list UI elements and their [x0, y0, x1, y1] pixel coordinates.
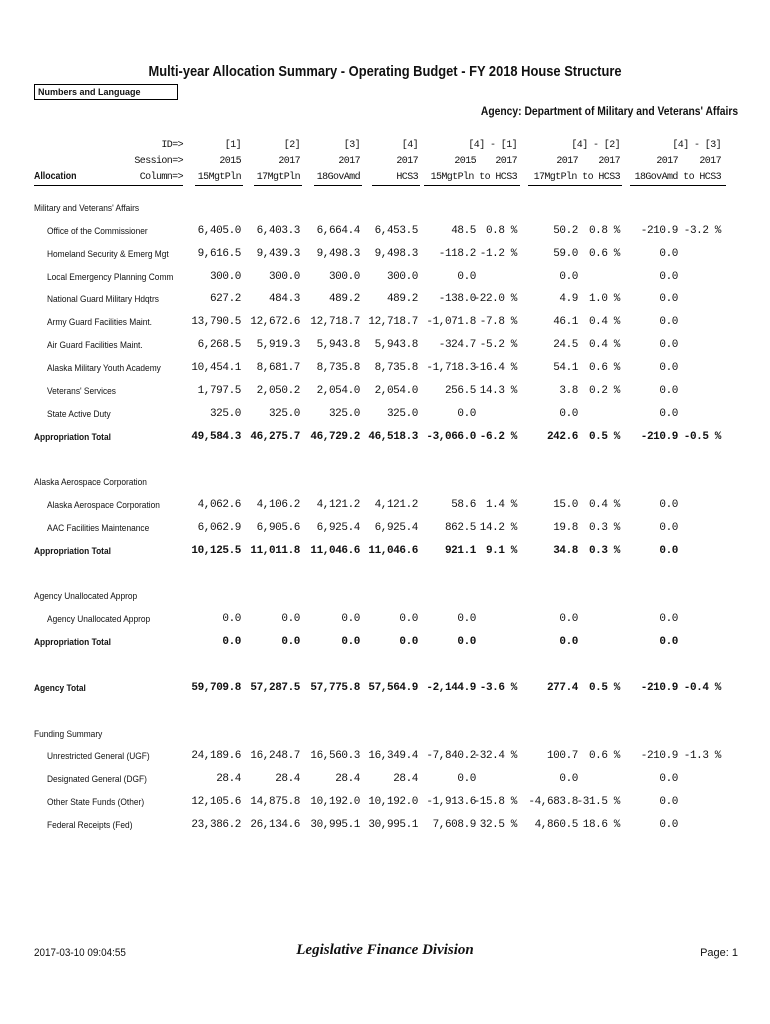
row-label: Appropriation Total — [34, 431, 111, 443]
diff-header-session-from: 2015 — [454, 156, 476, 167]
diff-percent-cell: -22.0 % — [473, 293, 517, 306]
diff-percent-cell: 32.5 % — [479, 818, 517, 831]
diff-percent-cell: 9.1 % — [485, 544, 517, 557]
diff-value-cell: 0.0 — [457, 407, 476, 420]
value-cell: 11,046.6 — [368, 544, 418, 557]
diff-value-cell: -210.9 — [640, 224, 678, 237]
value-cell: 46,275.7 — [250, 430, 300, 443]
diff-header-id: [4] - [1] — [468, 140, 517, 151]
spacer-row — [0, 706, 770, 720]
value-cell: 325.0 — [386, 407, 418, 420]
diff-value-cell: -1,071.8 — [426, 316, 476, 329]
value-cell: 0.0 — [222, 613, 241, 626]
value-cell: 28.4 — [216, 773, 241, 786]
value-cell: 0.0 — [399, 636, 418, 649]
diff-percent-cell: -3.6 % — [479, 681, 517, 694]
header-underline — [195, 185, 243, 186]
diff-value-cell: 0.0 — [559, 270, 578, 283]
row-label: Air Guard Facilities Maint. — [47, 340, 143, 352]
diff-percent-cell: -32.4 % — [473, 750, 517, 763]
diff-percent-cell: -5.2 % — [479, 339, 517, 352]
diff-header-session-from: 2017 — [656, 156, 678, 167]
table-row — [0, 249, 770, 263]
column-header-session: 2017 — [396, 156, 418, 167]
column-header-session: 2015 — [219, 156, 241, 167]
diff-value-cell: 24.5 — [553, 339, 578, 352]
column-header-column: 18GovAmd — [316, 172, 360, 183]
diff-percent-cell: 0.3 % — [588, 544, 620, 557]
diff-percent-cell: 0.6 % — [588, 361, 620, 374]
allocation-header: Allocation — [34, 171, 77, 182]
value-cell: 49,584.3 — [191, 430, 241, 443]
diff-value-cell: -324.7 — [438, 339, 476, 352]
diff-value-cell: 277.4 — [546, 681, 578, 694]
column-header-id: [3] — [343, 140, 360, 151]
value-cell: 9,498.3 — [316, 247, 360, 260]
row-label: Agency Total — [34, 682, 86, 694]
diff-value-cell: 0.0 — [457, 636, 476, 649]
diff-value-cell: -1,718.3 — [426, 361, 476, 374]
value-cell: 12,672.6 — [250, 316, 300, 329]
value-cell: 59,709.8 — [191, 681, 241, 694]
diff-percent-cell: 14.2 % — [479, 521, 517, 534]
diff-header-column: 17MgtPln to HCS3 — [533, 172, 620, 183]
value-cell: 5,943.8 — [374, 339, 418, 352]
value-cell: 4,106.2 — [256, 499, 300, 512]
diff-value-cell: 921.1 — [444, 544, 476, 557]
row-label: Local Emergency Planning Comm — [47, 271, 174, 283]
row-label: Agency Unallocated Approp — [34, 591, 138, 603]
value-cell: 12,105.6 — [191, 796, 241, 809]
row-label: Unrestricted General (UGF) — [47, 751, 150, 763]
value-cell: 28.4 — [335, 773, 360, 786]
value-cell: 11,046.6 — [310, 544, 360, 557]
value-cell: 5,943.8 — [316, 339, 360, 352]
diff-value-cell: 4.9 — [559, 293, 578, 306]
diff-percent-cell: -3.2 % — [683, 224, 721, 237]
table-row — [0, 614, 770, 628]
value-cell: 300.0 — [209, 270, 241, 283]
value-cell: 0.0 — [222, 636, 241, 649]
row-label: Federal Receipts (Fed) — [47, 819, 133, 831]
diff-value-cell: -138.0 — [438, 293, 476, 306]
table-row — [0, 546, 770, 560]
diff-percent-cell: 0.5 % — [588, 430, 620, 443]
diff-percent-cell: -0.5 % — [683, 430, 721, 443]
value-cell: 12,718.7 — [310, 316, 360, 329]
value-cell: 13,790.5 — [191, 316, 241, 329]
table-row — [0, 226, 770, 240]
column-header-column: HCS3 — [396, 172, 418, 183]
value-cell: 12,718.7 — [368, 316, 418, 329]
spacer-row — [0, 569, 770, 583]
column-header-id: [4] — [401, 140, 418, 151]
diff-value-cell: 7,608.9 — [432, 818, 476, 831]
header-underline — [254, 185, 302, 186]
diff-header-id: [4] - [3] — [672, 140, 721, 151]
diff-value-cell: 0.0 — [659, 270, 678, 283]
diff-header-column: 18GovAmd to HCS3 — [634, 172, 721, 183]
value-cell: 26,134.6 — [250, 818, 300, 831]
value-cell: 23,386.2 — [191, 818, 241, 831]
value-cell: 9,439.3 — [256, 247, 300, 260]
table-row — [0, 637, 770, 651]
diff-percent-cell: 18.6 % — [582, 818, 620, 831]
diff-value-cell: 0.0 — [659, 613, 678, 626]
value-cell: 5,919.3 — [256, 339, 300, 352]
table-row — [0, 294, 770, 308]
value-cell: 4,121.2 — [374, 499, 418, 512]
diff-value-cell: 34.8 — [553, 544, 578, 557]
diff-value-cell: 0.0 — [659, 407, 678, 420]
diff-value-cell: -210.9 — [640, 681, 678, 694]
diff-percent-cell: -1.2 % — [479, 247, 517, 260]
diff-header-session-to: 2017 — [495, 156, 517, 167]
value-cell: 6,403.3 — [256, 224, 300, 237]
row-label: State Active Duty — [47, 408, 111, 420]
value-cell: 0.0 — [281, 636, 300, 649]
table-row — [0, 272, 770, 286]
header-underline — [372, 185, 420, 186]
diff-value-cell: 862.5 — [444, 521, 476, 534]
diff-value-cell: 0.0 — [457, 613, 476, 626]
diff-percent-cell: 0.2 % — [588, 384, 620, 397]
value-cell: 300.0 — [328, 270, 360, 283]
value-cell: 6,664.4 — [316, 224, 360, 237]
numbers-language-box: Numbers and Language — [34, 84, 178, 100]
diff-percent-cell: -6.2 % — [479, 430, 517, 443]
row-label: Alaska Aerospace Corporation — [47, 500, 160, 512]
diff-value-cell: 0.0 — [659, 773, 678, 786]
diff-header-session-to: 2017 — [598, 156, 620, 167]
value-cell: 8,735.8 — [374, 361, 418, 374]
value-cell: 489.2 — [328, 293, 360, 306]
row-label: Alaska Military Youth Academy — [47, 362, 161, 374]
value-cell: 0.0 — [399, 613, 418, 626]
row-label: Appropriation Total — [34, 545, 111, 557]
header-underline — [528, 185, 622, 186]
value-cell: 46,518.3 — [368, 430, 418, 443]
header-underline — [34, 185, 183, 186]
value-cell: 24,189.6 — [191, 750, 241, 763]
diff-value-cell: 4,860.5 — [534, 818, 578, 831]
column-header-column: 15MgtPln — [197, 172, 241, 183]
diff-value-cell: 256.5 — [444, 384, 476, 397]
diff-value-cell: -7,840.2 — [426, 750, 476, 763]
table-row — [0, 797, 770, 811]
value-cell: 16,349.4 — [368, 750, 418, 763]
diff-value-cell: 50.2 — [553, 224, 578, 237]
table-row — [0, 751, 770, 765]
value-cell: 57,564.9 — [368, 681, 418, 694]
table-row — [0, 729, 770, 743]
value-cell: 9,616.5 — [197, 247, 241, 260]
table-row — [0, 523, 770, 537]
value-cell: 325.0 — [268, 407, 300, 420]
diff-percent-cell: -7.8 % — [479, 316, 517, 329]
value-cell: 2,054.0 — [374, 384, 418, 397]
diff-value-cell: 0.0 — [659, 796, 678, 809]
diff-value-cell: 19.8 — [553, 521, 578, 534]
diff-value-cell: -3,066.0 — [426, 430, 476, 443]
header-row-label: ID=> — [161, 140, 183, 151]
value-cell: 28.4 — [275, 773, 300, 786]
diff-value-cell: 0.0 — [659, 499, 678, 512]
header-row-label: Session=> — [134, 156, 183, 167]
value-cell: 0.0 — [341, 613, 360, 626]
header-row-label: Column=> — [139, 172, 183, 183]
column-header-session: 2017 — [338, 156, 360, 167]
value-cell: 627.2 — [209, 293, 241, 306]
spacer-row — [0, 454, 770, 468]
value-cell: 30,995.1 — [368, 818, 418, 831]
table-row — [0, 409, 770, 423]
diff-value-cell: 54.1 — [553, 361, 578, 374]
value-cell: 11,011.8 — [250, 544, 300, 557]
value-cell: 6,062.9 — [197, 521, 241, 534]
column-header-session: 2017 — [278, 156, 300, 167]
row-label: Homeland Security & Emerg Mgt — [47, 248, 169, 260]
diff-percent-cell: -31.5 % — [576, 796, 620, 809]
diff-percent-cell: 14.3 % — [479, 384, 517, 397]
value-cell: 10,192.0 — [368, 796, 418, 809]
diff-percent-cell: 1.4 % — [485, 499, 517, 512]
diff-percent-cell: -16.4 % — [473, 361, 517, 374]
diff-value-cell: -2,144.9 — [426, 681, 476, 694]
row-label: Alaska Aerospace Corporation — [34, 477, 147, 489]
diff-value-cell: 48.5 — [451, 224, 476, 237]
value-cell: 30,995.1 — [310, 818, 360, 831]
table-row — [0, 820, 770, 834]
diff-value-cell: 0.0 — [559, 636, 578, 649]
diff-percent-cell: 0.4 % — [588, 316, 620, 329]
footer-division: Legislative Finance Division — [296, 942, 474, 958]
diff-value-cell: -210.9 — [640, 750, 678, 763]
table-row — [0, 386, 770, 400]
value-cell: 300.0 — [386, 270, 418, 283]
value-cell: 57,775.8 — [310, 681, 360, 694]
diff-percent-cell: -0.4 % — [683, 681, 721, 694]
value-cell: 4,062.6 — [197, 499, 241, 512]
value-cell: 9,498.3 — [374, 247, 418, 260]
header-underline — [314, 185, 362, 186]
diff-value-cell: 0.0 — [659, 316, 678, 329]
row-label: AAC Facilities Maintenance — [47, 522, 150, 534]
diff-percent-cell: 0.3 % — [588, 521, 620, 534]
diff-value-cell: 100.7 — [546, 750, 578, 763]
diff-value-cell: 0.0 — [659, 384, 678, 397]
diff-value-cell: 0.0 — [659, 293, 678, 306]
value-cell: 6,925.4 — [374, 521, 418, 534]
row-label: Other State Funds (Other) — [47, 797, 145, 809]
value-cell: 300.0 — [268, 270, 300, 283]
table-row — [0, 432, 770, 446]
diff-value-cell: 0.0 — [659, 544, 678, 557]
diff-percent-cell: 0.6 % — [588, 750, 620, 763]
column-header-id: [2] — [283, 140, 300, 151]
diff-value-cell: 0.0 — [659, 361, 678, 374]
value-cell: 0.0 — [341, 636, 360, 649]
table-row — [0, 203, 770, 217]
row-label: Military and Veterans' Affairs — [34, 203, 140, 214]
diff-percent-cell: -1.3 % — [683, 750, 721, 763]
row-label: Designated General (DGF) — [47, 774, 147, 786]
value-cell: 16,248.7 — [250, 750, 300, 763]
table-row — [0, 363, 770, 377]
value-cell: 8,735.8 — [316, 361, 360, 374]
diff-percent-cell: 0.8 % — [588, 224, 620, 237]
diff-value-cell: 0.0 — [659, 247, 678, 260]
table-row — [0, 591, 770, 605]
diff-value-cell: 46.1 — [553, 316, 578, 329]
value-cell: 14,875.8 — [250, 796, 300, 809]
diff-value-cell: -4,683.8 — [528, 796, 578, 809]
value-cell: 10,125.5 — [191, 544, 241, 557]
diff-percent-cell: 0.8 % — [485, 224, 517, 237]
table-row — [0, 683, 770, 697]
diff-value-cell: -1,913.6 — [426, 796, 476, 809]
diff-value-cell: 0.0 — [559, 773, 578, 786]
diff-value-cell: 0.0 — [457, 773, 476, 786]
value-cell: 6,268.5 — [197, 339, 241, 352]
agency-name: Agency: Department of Military and Veterans' Affairs — [480, 104, 738, 118]
diff-header-column: 15MgtPln to HCS3 — [430, 172, 517, 183]
value-cell: 10,454.1 — [191, 361, 241, 374]
value-cell: 484.3 — [268, 293, 300, 306]
value-cell: 325.0 — [328, 407, 360, 420]
value-cell: 8,681.7 — [256, 361, 300, 374]
row-label: Agency Unallocated Approp — [47, 614, 151, 626]
row-label: Veterans' Services — [47, 385, 116, 397]
table-row — [0, 500, 770, 514]
column-header-id: [1] — [224, 140, 241, 151]
value-cell: 6,905.6 — [256, 521, 300, 534]
diff-value-cell: 0.0 — [659, 636, 678, 649]
value-cell: 2,050.2 — [256, 384, 300, 397]
row-label: Army Guard Facilities Maint. — [47, 317, 152, 329]
report-title: Multi-year Allocation Summary - Operating Budget - FY 2018 House Structure — [148, 63, 622, 80]
diff-value-cell: -118.2 — [438, 247, 476, 260]
diff-value-cell: -210.9 — [640, 430, 678, 443]
diff-value-cell: 0.0 — [457, 270, 476, 283]
diff-value-cell: 0.0 — [559, 407, 578, 420]
header-underline — [630, 185, 726, 186]
table-row — [0, 774, 770, 788]
header-underline — [424, 185, 520, 186]
row-label: Appropriation Total — [34, 637, 111, 649]
table-row — [0, 340, 770, 354]
diff-value-cell: 0.0 — [659, 521, 678, 534]
value-cell: 489.2 — [386, 293, 418, 306]
footer-page-number: Page: 1 — [700, 947, 738, 959]
value-cell: 6,925.4 — [316, 521, 360, 534]
value-cell: 46,729.2 — [310, 430, 360, 443]
value-cell: 6,453.5 — [374, 224, 418, 237]
diff-percent-cell: 0.5 % — [588, 681, 620, 694]
diff-header-session-to: 2017 — [699, 156, 721, 167]
row-label: Funding Summary — [34, 728, 103, 740]
diff-value-cell: 0.0 — [559, 613, 578, 626]
diff-percent-cell: -15.8 % — [473, 796, 517, 809]
diff-header-id: [4] - [2] — [571, 140, 620, 151]
value-cell: 6,405.0 — [197, 224, 241, 237]
row-label: Office of the Commissioner — [47, 225, 148, 237]
value-cell: 2,054.0 — [316, 384, 360, 397]
diff-value-cell: 59.0 — [553, 247, 578, 260]
value-cell: 4,121.2 — [316, 499, 360, 512]
spacer-row — [0, 660, 770, 674]
diff-percent-cell: 1.0 % — [588, 293, 620, 306]
row-label: National Guard Military Hdqtrs — [47, 294, 159, 306]
diff-value-cell: 58.6 — [451, 499, 476, 512]
diff-value-cell: 242.6 — [546, 430, 578, 443]
diff-value-cell: 3.8 — [559, 384, 578, 397]
diff-value-cell: 0.0 — [659, 339, 678, 352]
table-row — [0, 317, 770, 331]
column-header-column: 17MgtPln — [256, 172, 300, 183]
value-cell: 16,560.3 — [310, 750, 360, 763]
value-cell: 1,797.5 — [197, 384, 241, 397]
value-cell: 0.0 — [281, 613, 300, 626]
value-cell: 325.0 — [209, 407, 241, 420]
value-cell: 57,287.5 — [250, 681, 300, 694]
diff-percent-cell: 0.4 % — [588, 339, 620, 352]
value-cell: 10,192.0 — [310, 796, 360, 809]
diff-percent-cell: 0.6 % — [588, 247, 620, 260]
diff-header-session-from: 2017 — [556, 156, 578, 167]
value-cell: 28.4 — [393, 773, 418, 786]
diff-percent-cell: 0.4 % — [588, 499, 620, 512]
diff-value-cell: 15.0 — [553, 499, 578, 512]
diff-value-cell: 0.0 — [659, 818, 678, 831]
footer-timestamp: 2017-03-10 09:04:55 — [34, 947, 126, 959]
table-row — [0, 477, 770, 491]
